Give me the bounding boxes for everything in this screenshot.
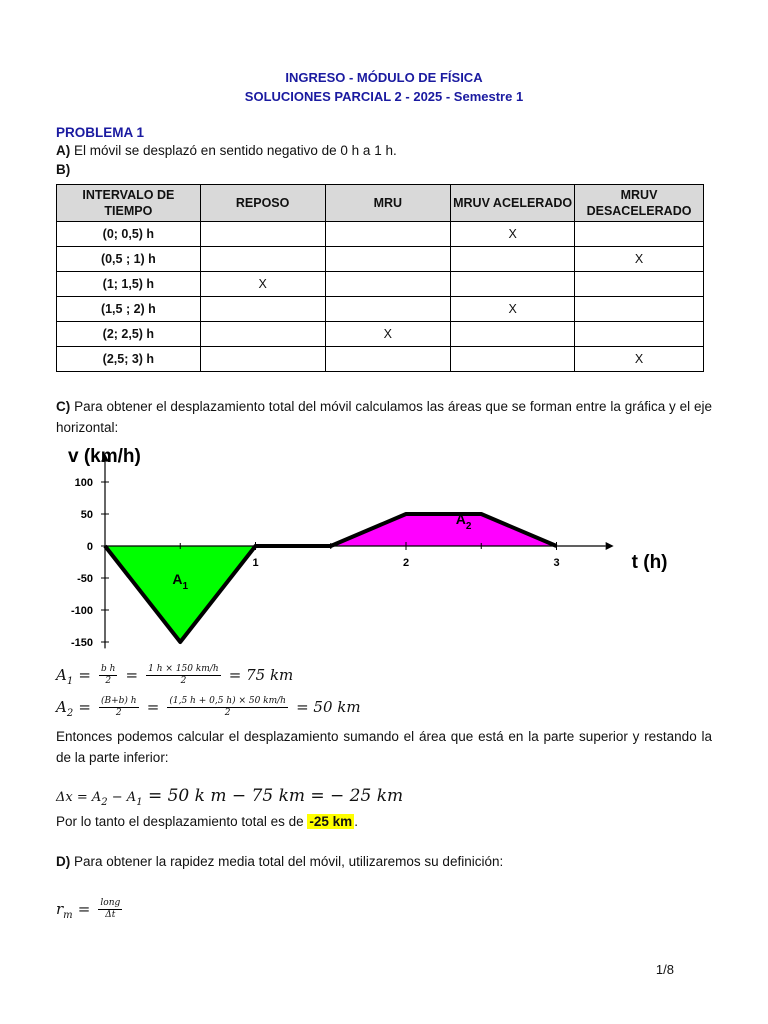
table-cell: (2,5; 3) h <box>57 347 201 372</box>
x-tick-label: 1 <box>252 557 259 569</box>
table-cell: (2; 2,5) h <box>57 322 201 347</box>
table-cell <box>200 247 325 272</box>
y-tick-label: 50 <box>80 509 93 521</box>
formula-a2: $A_2$ = $\frac{(B+b) h}{2}$ = $\frac{(1,5 h + 0,5 h) \times 50 km/h}{2}$ = 50 km <box>56 696 361 719</box>
table-cell: (0,5 ; 1) h <box>57 247 201 272</box>
table-cell <box>200 322 325 347</box>
table-cell: X <box>451 222 575 247</box>
header-subtitle: SOLUCIONES PARCIAL 2 - 2025 - Semestre 1 <box>244 89 524 104</box>
fraction: $\frac{\text{b h}}{2}$ <box>100 664 116 686</box>
table-cell <box>200 222 325 247</box>
header-title: INGRESO - MÓDULO DE FÍSICA <box>285 70 483 85</box>
table-cell: (0; 0,5) h <box>57 222 201 247</box>
part-a <box>56 143 397 158</box>
area-label-2: $A_2$ <box>455 511 472 532</box>
formula-speed: $r_m$ = $\frac{\text{long}}{\Delta t}$ <box>56 898 121 921</box>
col-header-mru: MRU <box>325 185 451 222</box>
table-header-row <box>57 185 704 222</box>
motion-table <box>56 184 704 372</box>
table-row <box>57 322 704 347</box>
velocity-time-chart <box>56 440 668 660</box>
table-cell <box>451 272 575 297</box>
table-row <box>57 297 704 322</box>
table-cell <box>575 272 704 297</box>
problem-title: PROBLEMA 1 <box>56 125 145 140</box>
table-cell <box>451 347 575 372</box>
x-tick-label: 2 <box>402 557 410 569</box>
highlighted-result: -25 km <box>309 814 353 829</box>
part-a-label: A) <box>56 143 71 158</box>
table-cell <box>575 322 704 347</box>
displacement-equation: $\Delta x = A_2 - A_1 = 50$ k m − 75 km = − 25 km <box>56 786 404 808</box>
fraction: $\frac{1 h \times 150 km/h}{2}$ <box>148 664 219 686</box>
table-cell: (1,5 ; 2) h <box>57 297 201 322</box>
table-row <box>57 347 704 372</box>
y-axis-label: v (km/h) <box>68 446 141 467</box>
table-cell <box>575 222 704 247</box>
formula-a1: $A_1$ = $\frac{\text{b h}}{2}$ = $\frac{1 h \times 150 km/h}{2}$ = 75 km <box>56 664 294 687</box>
y-tick-label: -100 <box>70 605 93 617</box>
col-header-mruv-desacelerado: MRUV DESACELERADO <box>575 185 704 222</box>
table-cell: X <box>325 322 451 347</box>
part-a-text: El móvil se desplazó en sentido negativo de 0 h a 1 h. <box>70 143 397 158</box>
area-1 <box>105 546 259 642</box>
x-tick-label: 3 <box>553 557 560 569</box>
table-cell <box>325 297 451 322</box>
table-cell: (1; 1,5) h <box>57 272 201 297</box>
fraction: $\frac{(B+b) h}{2}$ <box>100 696 137 718</box>
part-c-text: Para obtener el desplazamiento total del móvil calculamos las áreas que se forman entre la gráfica y el eje horizontal: <box>56 399 712 435</box>
displacement-conclusion: Por lo tanto el desplazamiento total es de -25 km . <box>56 814 358 829</box>
table-cell <box>325 247 451 272</box>
table-cell <box>451 322 575 347</box>
table-cell <box>325 222 451 247</box>
col-header-intervalo: INTERVALO DE TIEMPO <box>57 185 201 222</box>
table-cell: X <box>451 297 575 322</box>
table-cell <box>325 272 451 297</box>
x-axis-label: t (h) <box>631 552 668 573</box>
table-cell: X <box>575 247 704 272</box>
table-cell <box>325 347 451 372</box>
col-header-mruv-acelerado: MRUV ACELERADO <box>451 185 575 222</box>
col-header-reposo: REPOSO <box>200 185 325 222</box>
y-tick-label: 100 <box>74 477 93 489</box>
table-cell <box>200 297 325 322</box>
y-tick-label: 0 <box>86 541 93 553</box>
table-cell: X <box>200 272 325 297</box>
part-d-text: Para obtener la rapidez media total del móvil, utilizaremos su definición: <box>70 854 504 869</box>
table-row <box>57 222 704 247</box>
y-tick-label: -50 <box>77 573 93 585</box>
y-tick-label: -150 <box>70 637 93 649</box>
table-cell <box>451 247 575 272</box>
part-c <box>56 396 712 438</box>
displacement-text: Entonces podemos calcular el desplazamiento sumando el área que está en la parte superior y restando la de la parte inferior: <box>56 729 712 765</box>
table-row <box>57 247 704 272</box>
fraction: $\frac{(1,5 h + 0,5 h) \times 50 km/h}{2}$ <box>169 696 286 718</box>
area-label-1: $A_1$ <box>172 571 189 592</box>
part-d <box>56 854 503 869</box>
table-row <box>57 272 704 297</box>
part-d-label: D) <box>56 854 71 869</box>
part-c-label: C) <box>56 399 71 414</box>
page-number: 1/8 <box>655 962 674 977</box>
table-cell: X <box>575 347 704 372</box>
x-axis-arrow <box>606 542 614 550</box>
fraction: $\frac{\text{long}}{\Delta t}$ <box>100 898 121 920</box>
table-cell <box>575 297 704 322</box>
table-cell <box>200 347 325 372</box>
part-b-label: B) <box>56 162 71 177</box>
